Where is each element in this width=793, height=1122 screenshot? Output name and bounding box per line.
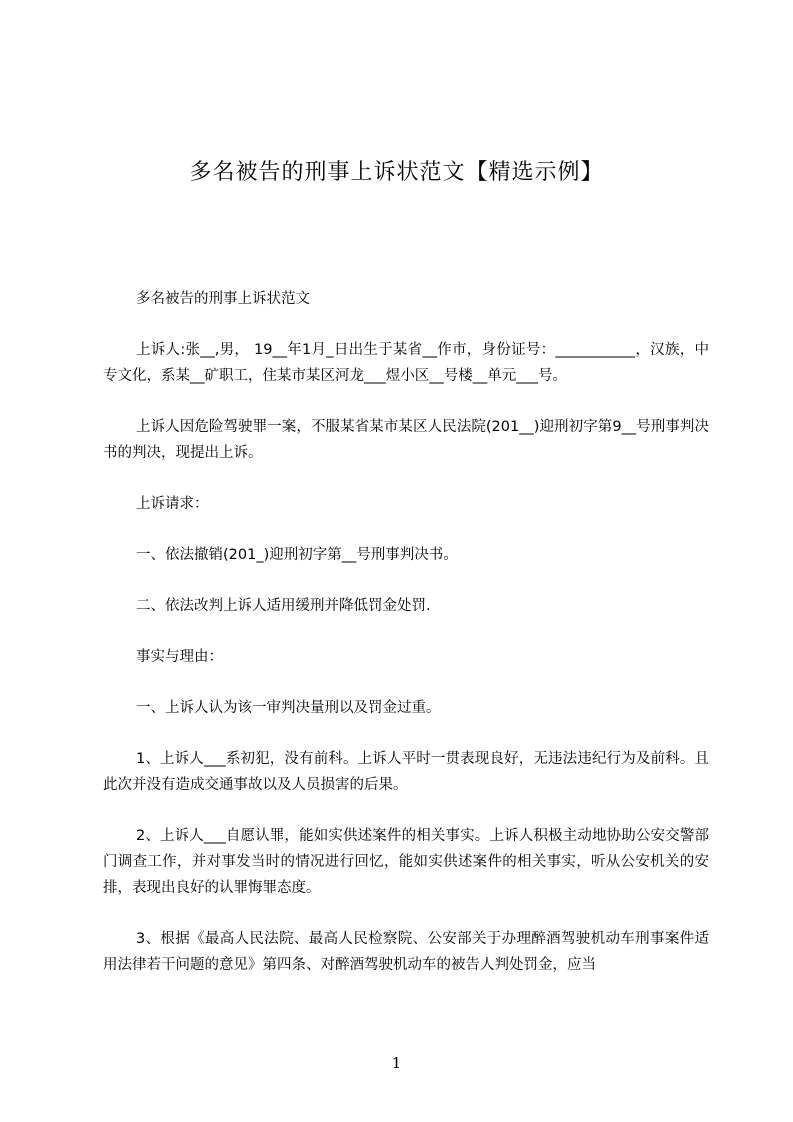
page-number: 1 [391, 1054, 402, 1072]
paragraph-appellant-info: 上诉人:张__,男， 19__年1月_日出生于某省__作市，身份证号：___________，汉族，中专文化，系某__矿职工，住某市某区河龙___煜小区__号楼__单元___号。 [103, 342, 709, 384]
document-body [103, 286, 709, 978]
paragraph-point-1: 1、上诉人___系初犯，没有前科。上诉人平时一贯表现良好，无违法违纪行为及前科。且此次并没有造成交通事故以及人员损害的后果。 [103, 751, 709, 793]
paragraph-request-2: 二、依法改判上诉人适用缓刑并降低罚金处罚. [136, 598, 431, 614]
paragraph-reason-1: 一、上诉人认为该一审判决量刑以及罚金过重。 [136, 700, 441, 716]
paragraph-point-3: 3、根据《最高人民法院、最高人民检察院、公安部关于办理醉酒驾驶机动车刑事案件适用法律若干问题的意见》第四条、对醉酒驾驶机动车的被告人判处罚金，应当 [103, 931, 709, 973]
paragraph-facts-heading: 事实与理由： [136, 649, 223, 665]
paragraph-point-2: 2、上诉人___自愿认罪，能如实供述案件的相关事实。上诉人积极主动地协助公安交警部门调查工作，并对事发当时的情况进行回忆，能如实供述案件的相关事实，听从公安机关的安排，表现出良好的认罪悔罪态度。 [103, 828, 709, 896]
document-title: 多名被告的刑事上诉状范文【精选示例】 [189, 159, 604, 185]
paragraph-request-1: 一、依法撤销(201_)迎刑初字第__号刑事判决书。 [136, 547, 458, 563]
paragraph-appeal-statement: 上诉人因危险驾驶罪一案，不服某省某市某区人民法院(201__)迎刑初字第9__号刑事判决书的判决，现提出上诉。 [103, 419, 709, 461]
paragraph-subtitle: 多名被告的刑事上诉状范文 [136, 291, 310, 307]
paragraph-requests-heading: 上诉请求： [136, 496, 209, 512]
